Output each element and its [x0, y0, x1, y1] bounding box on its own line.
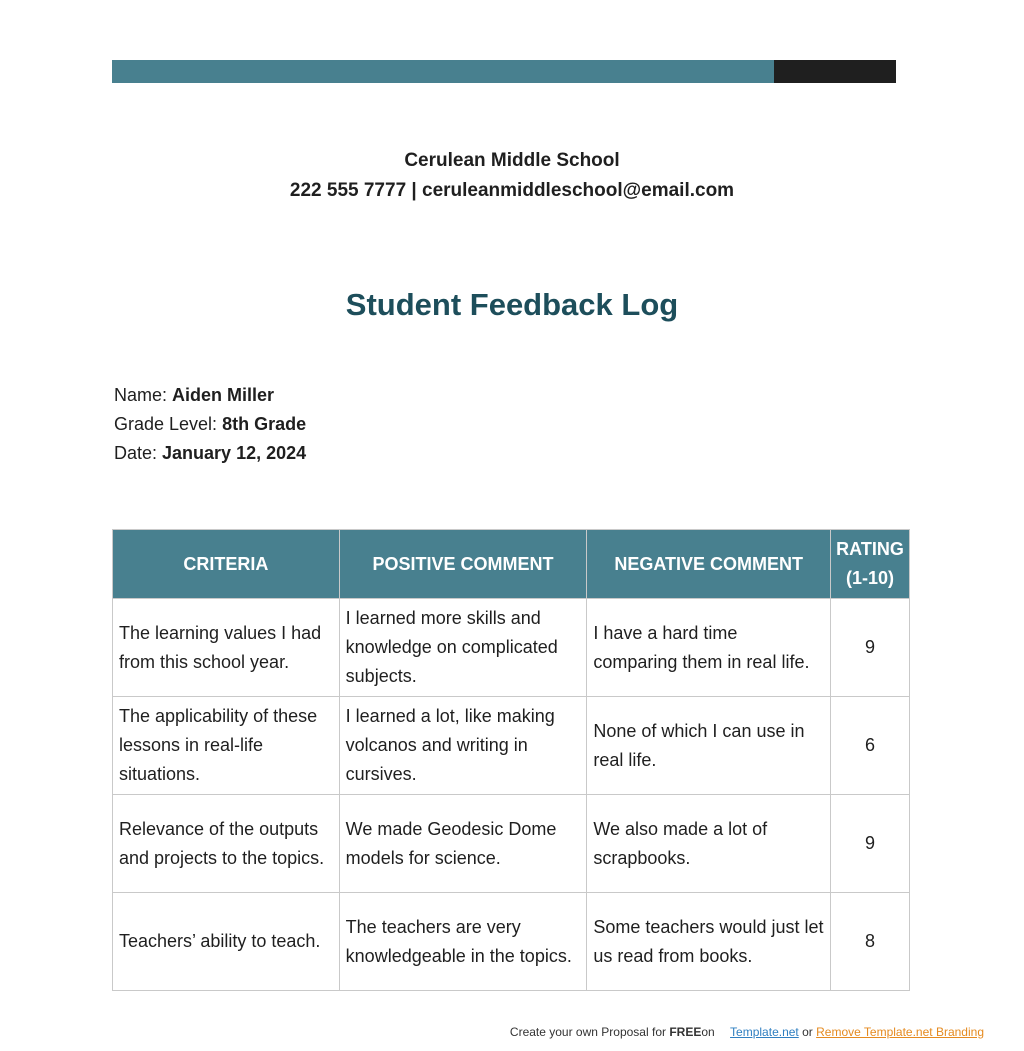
remove-branding-link[interactable]: Remove Template.net Branding [816, 1025, 984, 1039]
school-header [0, 146, 1024, 206]
negative-comment-cell: Some teachers would just let us read from books. [587, 893, 831, 991]
header-negative-comment: NEGATIVE COMMENT [587, 530, 831, 599]
top-bar-dark-segment [774, 60, 896, 83]
table-row [113, 599, 910, 697]
criteria-cell: The applicability of these lessons in real-life situations. [113, 697, 340, 795]
table-header-row [113, 530, 910, 599]
grade-level-value: 8th Grade [222, 414, 307, 434]
rating-cell: 8 [830, 893, 909, 991]
table-row [113, 795, 910, 893]
top-color-bar [112, 60, 896, 83]
positive-comment-cell: I learned more skills and knowledge on complicated subjects. [339, 599, 587, 697]
criteria-cell: The learning values I had from this school year. [113, 599, 340, 697]
negative-comment-cell: None of which I can use in real life. [587, 697, 831, 795]
positive-comment-cell: We made Geodesic Dome models for science. [339, 795, 587, 893]
school-name: Cerulean Middle School [404, 150, 620, 171]
header-positive-comment: POSITIVE COMMENT [339, 530, 587, 599]
student-info [114, 381, 306, 468]
student-name-label: Name: [114, 385, 173, 405]
rating-cell: 9 [830, 795, 909, 893]
table-row [113, 893, 910, 991]
feedback-table [112, 529, 910, 991]
student-name-value: Aiden Miller [172, 385, 275, 405]
criteria-cell: Relevance of the outputs and projects to the topics. [113, 795, 340, 893]
footer-or: or [798, 1025, 817, 1039]
rating-cell: 9 [830, 599, 909, 697]
rating-cell: 6 [830, 697, 909, 795]
negative-comment-cell: I have a hard time comparing them in real life. [587, 599, 831, 697]
template-net-link[interactable]: Template.net [730, 1025, 799, 1039]
footer-free: FREE [669, 1025, 702, 1039]
student-name-line [114, 381, 306, 410]
header-rating: RATING (1-10) [830, 530, 909, 599]
top-bar-teal-segment [112, 60, 774, 83]
grade-level-line [114, 410, 306, 439]
footer-on: on [701, 1025, 715, 1039]
date-line [114, 439, 306, 468]
branding-footer [510, 1025, 984, 1039]
school-contact: 222 555 7777 | ceruleanmiddleschool@email.com [289, 180, 735, 201]
positive-comment-cell: I learned a lot, like making volcanos and writing in cursives. [339, 697, 587, 795]
grade-level-label: Grade Level: [114, 414, 223, 434]
page-title: Student Feedback Log [345, 287, 679, 322]
negative-comment-cell: We also made a lot of scrapbooks. [587, 795, 831, 893]
table-row [113, 697, 910, 795]
criteria-cell: Teachers’ ability to teach. [113, 893, 340, 991]
date-label: Date: [114, 443, 163, 463]
date-value: January 12, 2024 [162, 443, 307, 463]
header-criteria: CRITERIA [113, 530, 340, 599]
positive-comment-cell: The teachers are very knowledgeable in the topics. [339, 893, 587, 991]
footer-prefix: Create your own Proposal for [509, 1025, 670, 1039]
